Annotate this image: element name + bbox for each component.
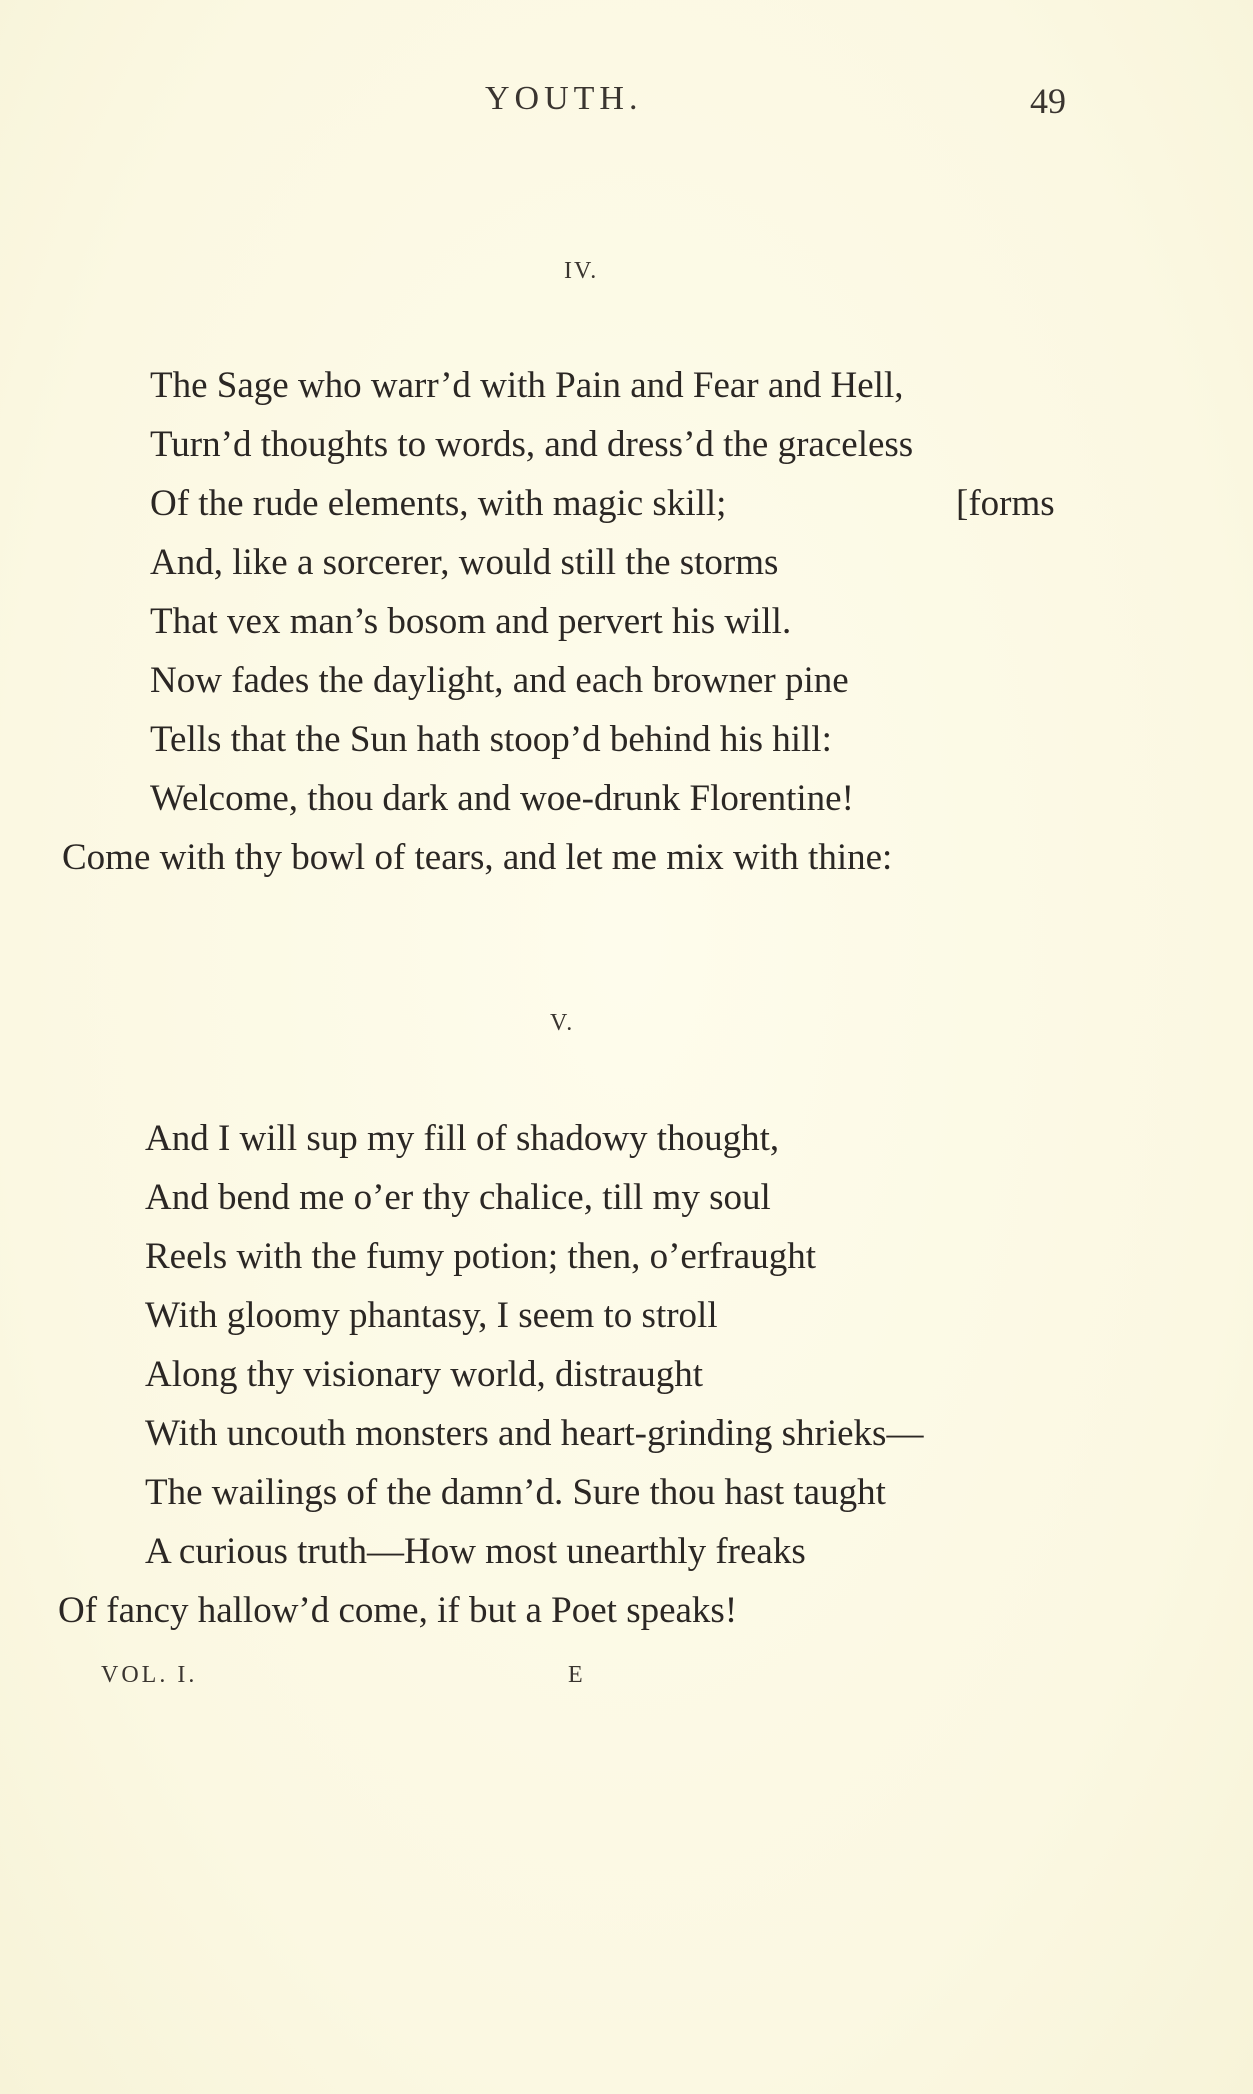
stanza-v-line-4: With gloomy phantasy, I seem to stroll [145, 1295, 718, 1336]
stanza-v-line-3: Reels with the fumy potion; then, o’erfraught [145, 1236, 816, 1277]
stanza-v-line-6: With uncouth monsters and heart-grinding shrieks— [145, 1413, 924, 1454]
stanza-iv-line-4: And, like a sorcerer, would still the storms [150, 542, 779, 583]
stanza-number-iv: IV. [564, 258, 599, 284]
page-number: 49 [1030, 81, 1066, 121]
footer-volume: VOL. I. [101, 1662, 198, 1688]
stanza-iv-line-7: Tells that the Sun hath stoop’d behind his hill: [150, 719, 832, 760]
stanza-v-line-8: A curious truth—How most unearthly freaks [145, 1531, 806, 1572]
stanza-iv-line-6: Now fades the daylight, and each browner pine [150, 660, 849, 701]
stanza-iv-line-8: Welcome, thou dark and woe-drunk Florentine! [150, 778, 854, 819]
stanza-number-v: V. [550, 1010, 575, 1036]
stanza-iv-line-2: Turn’d thoughts to words, and dress’d the graceless [150, 424, 914, 465]
stanza-v-line-7: The wailings of the damn’d. Sure thou hast taught [145, 1472, 886, 1513]
running-title: YOUTH. [485, 80, 643, 117]
stanza-v-line-9: Of fancy hallow’d come, if but a Poet speaks! [58, 1590, 738, 1631]
stanza-v-line-1: And I will sup my fill of shadowy thought, [145, 1118, 780, 1159]
stanza-iv-turnover: [forms [956, 483, 1055, 524]
stanza-iv-line-5: That vex man’s bosom and pervert his will. [150, 601, 792, 642]
stanza-v-line-2: And bend me o’er thy chalice, till my soul [145, 1177, 771, 1218]
footer-signature: E [568, 1662, 583, 1688]
stanza-iv-line-3: Of the rude elements, with magic skill; [150, 483, 727, 524]
stanza-iv-line-9: Come with thy bowl of tears, and let me mix with thine: [62, 837, 893, 878]
stanza-v-line-5: Along thy visionary world, distraught [145, 1354, 704, 1395]
stanza-iv-line-1: The Sage who warr’d with Pain and Fear and Hell, [150, 365, 904, 406]
